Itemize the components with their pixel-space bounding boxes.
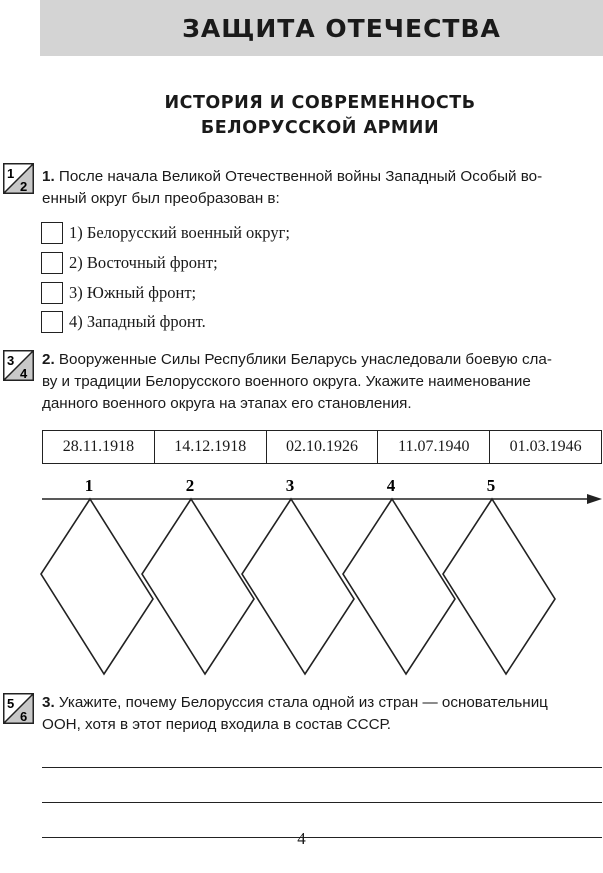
question-2-text bbox=[42, 349, 602, 415]
badge-q3-top: 5 bbox=[7, 696, 15, 711]
q2-number: 2. bbox=[42, 351, 55, 368]
section-title-line1: ИСТОРИЯ И СОВРЕМЕННОСТЬ bbox=[164, 93, 476, 113]
answer-box-4[interactable] bbox=[343, 499, 455, 674]
badge-q2-top: 3 bbox=[7, 353, 15, 368]
timeline-marker-1: 1 bbox=[84, 476, 94, 495]
q3-text-line1: Укажите, почему Белоруссия стала одной из стран — основательниц bbox=[58, 694, 548, 711]
timeline-marker-5: 5 bbox=[486, 476, 496, 495]
badge-q3-bottom: 6 bbox=[20, 709, 28, 724]
q1-number: 1. bbox=[42, 168, 55, 185]
answer-line-2[interactable] bbox=[42, 802, 602, 803]
badge-q2-bottom: 4 bbox=[20, 366, 28, 381]
timeline-arrow-head bbox=[587, 494, 602, 504]
timeline-diagram bbox=[0, 470, 603, 680]
q1-option-4-label: 4) Западный фронт. bbox=[69, 312, 206, 331]
chapter-title: ЗАЩИТА ОТЕЧЕСТВА bbox=[182, 13, 501, 43]
q1-option-3-label: 3) Южный фронт; bbox=[69, 283, 197, 302]
q1-text-line2: енный округ был преобразован в: bbox=[42, 190, 280, 207]
difficulty-badge-q2 bbox=[3, 350, 34, 381]
date-cell-2: 14.12.1918 bbox=[155, 431, 267, 463]
answer-box-1[interactable] bbox=[41, 499, 153, 674]
q1-option-1-label: 1) Белорусский военный округ; bbox=[69, 223, 290, 242]
q1-option-1[interactable] bbox=[41, 221, 290, 245]
timeline-marker-4: 4 bbox=[386, 476, 396, 495]
answer-box-5[interactable] bbox=[443, 499, 555, 674]
q3-number: 3. bbox=[42, 694, 55, 711]
q2-text-line2: ву и традиции Белорусского военного округа. Укажите наименование bbox=[42, 373, 531, 390]
date-cell-1: 28.11.1918 bbox=[43, 431, 155, 463]
section-title-line2: БЕЛОРУССКОЙ АРМИИ bbox=[200, 118, 440, 138]
date-cell-3: 02.10.1926 bbox=[267, 431, 379, 463]
timeline-marker-2: 2 bbox=[185, 476, 195, 495]
q1-text-line1: После начала Великой Отечественной войны Западный Особый во- bbox=[58, 168, 543, 185]
section-title bbox=[100, 91, 540, 141]
badge-q1-bottom: 2 bbox=[20, 179, 28, 194]
q1-option-3[interactable] bbox=[41, 281, 196, 305]
date-cell-4: 11.07.1940 bbox=[378, 431, 490, 463]
date-cell-5: 01.03.1946 bbox=[509, 438, 582, 455]
difficulty-badge-q1 bbox=[3, 163, 34, 194]
answer-box-3[interactable] bbox=[242, 499, 354, 674]
q1-option-3-checkbox[interactable] bbox=[41, 282, 63, 304]
answer-line-1[interactable] bbox=[42, 767, 602, 768]
question-3-text bbox=[42, 692, 602, 736]
timeline-marker-3: 3 bbox=[285, 476, 295, 495]
difficulty-badge-q3 bbox=[3, 693, 34, 724]
q1-option-2[interactable] bbox=[41, 251, 218, 275]
q3-text-line2: ООН, хотя в этот период входила в состав СССР. bbox=[42, 716, 392, 733]
page-number: 4 bbox=[297, 829, 306, 848]
q2-text-line3: данного военного округа на этапах его становления. bbox=[42, 395, 412, 412]
q1-option-2-label: 2) Восточный фронт; bbox=[69, 253, 218, 272]
q1-option-1-checkbox[interactable] bbox=[41, 222, 63, 244]
q1-option-4[interactable] bbox=[41, 310, 206, 334]
badge-q1-top: 1 bbox=[7, 166, 15, 181]
dates-table bbox=[42, 430, 602, 464]
answer-box-2[interactable] bbox=[142, 499, 254, 674]
question-1-text bbox=[42, 166, 602, 210]
q2-text-line1: Вооруженные Силы Республики Беларусь унаследовали боевую сла- bbox=[58, 351, 552, 368]
q1-option-2-checkbox[interactable] bbox=[41, 252, 63, 274]
q1-option-4-checkbox[interactable] bbox=[41, 311, 63, 333]
chapter-header bbox=[40, 0, 603, 56]
